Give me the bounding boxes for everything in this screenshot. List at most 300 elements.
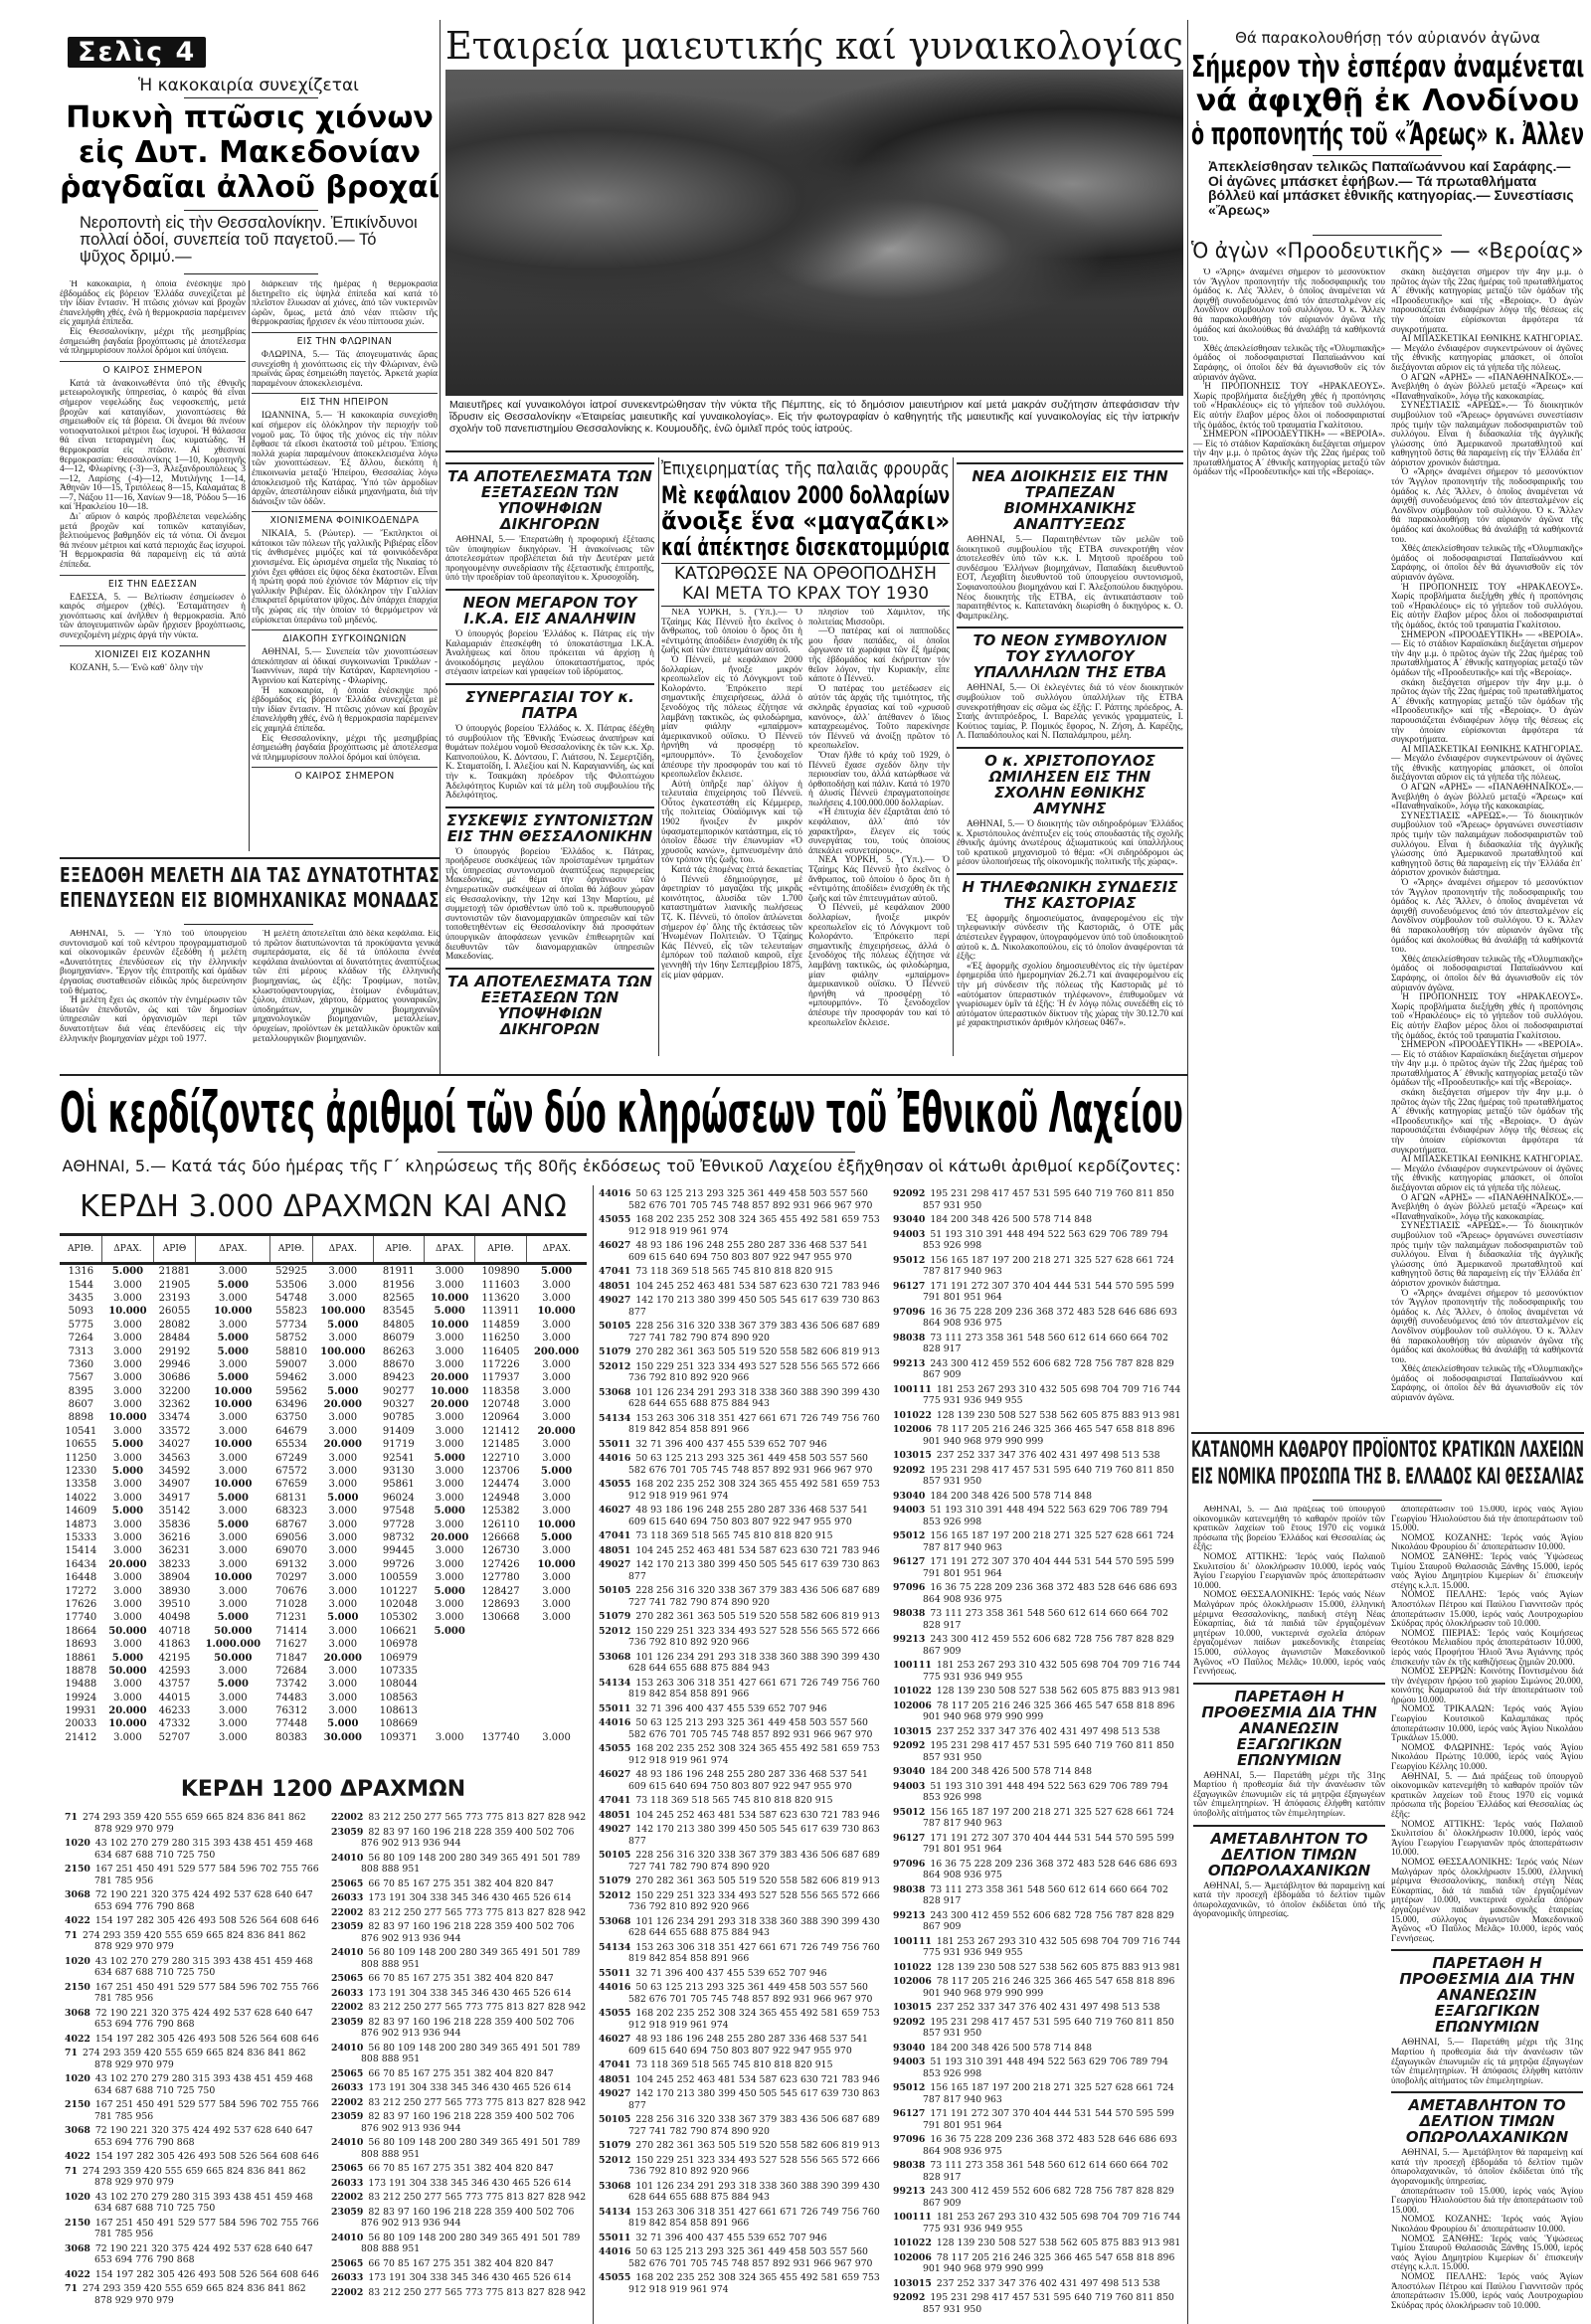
ticket-number: 17740 [65, 1612, 97, 1624]
ticket-number: 33572 [158, 1425, 191, 1437]
story-paragraph: ΣΗΜΕΡΟΝ «ΠΡΟΟΔΕΥΤΙΚΗ» — «ΒΕΡΟΙΑ».— Εἰς τό στάδιον Καραϊσκάκη διεξάγεται σήμερον τὴν 4ην μ.μ. ὁ πρῶτος ἀγὼν τῆς 22ας ἡμέρας τοῦ πρωταθλήματος Α΄ ἐθνικῆς κατηγορίας μεταξύ τῶν ὁμάδων τῆς «Προοδευτικῆς» καί τῆς «Βεροίας». [1391, 1040, 1583, 1089]
column-header: ΔΡΑΧ. [196, 1235, 270, 1264]
prize-amount: 3.000 [435, 1519, 464, 1530]
ticket-number: 117226 [481, 1358, 520, 1370]
table-row [60, 1385, 587, 1398]
prize-amount: 3.000 [435, 1345, 464, 1357]
prize-amount: 3.000 [328, 1466, 358, 1478]
table-row [60, 1598, 587, 1611]
ticket-number: 72684 [275, 1665, 307, 1677]
prize-list-entry [65, 2008, 321, 2031]
story-paragraph: ΝΟΜΟΣ ΑΤΤΙΚΗΣ: Ἱερός ναός Παλαιοῦ Σκυλιτσίου δι᾽ ὁλοκλήρωσιν 10.000, ἱερός ναός Ἁγίου Γεωργίου Γεωργιανῶν πρός ἀποπεράτωσιν 10.000. [1391, 1819, 1583, 1859]
prize-amount: 3.000 [328, 1506, 358, 1518]
prize-amount: 10.000 [108, 1306, 147, 1318]
prize-list-entry [893, 1962, 1183, 1974]
ticket-number: 70676 [275, 1585, 307, 1597]
winning-endings: 43 102 270 279 280 315 393 438 451 459 468 634 687 688 710 725 750 [94, 1955, 313, 1978]
ticket-number: 97728 [382, 1519, 415, 1530]
ticket-number: 100559 [379, 1572, 418, 1584]
prize-list-entry [599, 1545, 885, 1557]
prize-amount: 3.000 [113, 1452, 142, 1464]
ticket-series: 48051 [599, 1809, 631, 1821]
ticket-number: 86079 [382, 1333, 415, 1344]
prize-amount: 3.000 [542, 1319, 571, 1331]
ticket-series: 1020 [65, 1838, 90, 1849]
winning-endings: 78 117 205 216 246 325 366 465 547 658 818 896 901 940 968 979 990 999 [923, 1699, 1175, 1722]
ticket-number: 71627 [275, 1639, 307, 1651]
column-header: ΔΡΑΧ. [526, 1235, 587, 1264]
ticket-series: 23059 [331, 2206, 364, 2218]
prize-amount: 3.000 [328, 1545, 358, 1557]
ticket-series: 98038 [893, 1883, 926, 1895]
ticket-number: 69132 [275, 1558, 307, 1570]
winning-endings: 51 193 310 391 448 494 522 563 629 706 789 794 853 926 998 [923, 1228, 1168, 1251]
ticket-number: 126110 [481, 1519, 520, 1530]
ticket-series: 103015 [893, 1450, 932, 1461]
prize-list-entry [65, 1930, 321, 1953]
prize-amount: 3.000 [218, 1466, 248, 1478]
prize-amount: 10.000 [431, 1292, 469, 1304]
prize-amount: 5.000 [217, 1345, 249, 1357]
prize-list-entry [331, 2111, 588, 2134]
table-row [60, 1358, 587, 1371]
ticket-number: 44015 [158, 1692, 191, 1703]
prize-list-entry [599, 2272, 885, 2295]
prize-amount: 5.000 [111, 1506, 144, 1518]
column-header: ΑΡΙΘ [153, 1235, 196, 1264]
winning-endings: 228 256 316 320 338 367 379 383 436 506 687 689 727 741 782 790 874 890 920 [628, 1850, 880, 1873]
table-row [60, 1344, 587, 1357]
story-paragraph: ἀποπεράτωσιν τοῦ 15.000, ἱερός ναός Ἁγίου Γεωργίου Ἡλιολούστου διά τὴν ἀποπεράτωσιν τοῦ 15.000. [1391, 1506, 1583, 1534]
ticket-number: 58752 [275, 1333, 307, 1344]
prize-amount [424, 1665, 474, 1678]
prize-list-entry [893, 2082, 1183, 2105]
story-paragraph: ΝΟΜΟΣ ΘΕΣΣΑΛΟΝΙΚΗΣ: Ἱερός ναός Νέων Μαλγάρων πρός ὁλοκλήρωσιν 15.000, ἑλληνική μέριμνα Θεσσαλονίκης, παιδική στέγη Νέας Εὐκαρπίας, διά τά παιδιά τῶν ἐργαζομένων μητέρων 10.000, νυκτερινά σχολεῖα ἀπόρων ἐργαζομένων παίδων μακεδονικῆς ἑταιρείας 15.000, σύλλογος ἀγωνιστῶν Μακεδονικοῦ Ἀγῶνος «Ὁ Παῦλος Μελᾶς» 10.000, ἱερός ναός Γεννήσεως. [1391, 1857, 1583, 1944]
ticket-series: 23059 [331, 1921, 364, 1932]
ticket-series: 26033 [331, 1892, 364, 1903]
ticket-series: 44016 [599, 1717, 631, 1728]
winning-endings: 73 111 273 358 361 548 560 612 614 660 664 702 828 917 [923, 2160, 1168, 2183]
table-row [60, 1505, 587, 1518]
ticket-number: 82565 [382, 1292, 415, 1304]
winning-endings: 32 71 396 400 437 455 539 652 707 946 [635, 1702, 827, 1714]
ticket-series: 45055 [599, 1743, 631, 1754]
winning-endings: 173 191 304 338 345 346 430 465 526 614 [368, 1987, 572, 1999]
ticket-number: 54748 [275, 1292, 307, 1304]
winning-endings: 73 111 273 358 361 548 560 612 614 660 664 702 828 917 [923, 1608, 1168, 1631]
ticket-series: 22002 [331, 1906, 364, 1918]
winning-endings: 101 126 234 291 293 318 338 360 388 390 399 430 628 644 655 688 875 884 943 [628, 1915, 880, 1938]
prize-amount: 3.000 [542, 1506, 571, 1518]
ticket-number: 109890 [481, 1266, 520, 1278]
ticket-number: 40498 [158, 1612, 191, 1624]
headline-line: εἰς Δυτ. Μακεδονίαν [79, 135, 421, 170]
story-paragraph: ΝΙΚΑΙΑ, 5. (Ρώυτερ). — Ἔκπληκτοι οἱ κάτοικοι τῶν πόλεων τῆς γαλλικῆς Ριβιέρας εἶδον τίς ἀνθισμένες μιμόζες καί τά φοινικόδενδρα χιονισμένα. Εἰς ὡρισμένα σημεῖα τῆς Νικαίας τό χιόνι ἔχει φθάσει εἰς ὕψος δέκα ἑκατοστῶν. Εἶναι ἡ πρώτη φορά πού ἐχιόνισε τόν Μάρτιον εἰς τὴν γαλλικήν Ριβιέραν. Εἰς ὁλόκληρον τὴν Γαλλίαν ἐπικρατεῖ δριμύτατον ψῦχος. Δέν ὑπάρχει ἐπαρχία τῆς χώρας εἰς τὴν ὁποίαν τό θερμόμετρον νά εὑρίσκεται ὑπεράνω τοῦ μηδενός. [252, 529, 438, 626]
prize-list-entry [599, 1413, 885, 1436]
prize-amount: 10.000 [214, 1439, 253, 1451]
ticket-series: 46027 [599, 1505, 631, 1516]
ticket-number: 76312 [275, 1705, 307, 1717]
prize-amount [526, 1651, 587, 1664]
ticket-series: 2150 [65, 1981, 90, 1993]
winning-endings: 150 229 251 323 334 493 527 528 556 565 572 666 736 792 810 892 920 966 [628, 2154, 880, 2177]
story-paragraph: ΝΟΜΟΣ ΣΕΡΡΩΝ: Κοινότης Ποντισμένου διά τὴν ἀνέγερσιν ἡρῴου τοῦ χωρίου Σιμώνος 20.000, κοινότης Καμαρωτοῦ διά τὴν ἀποπεράτωσιν τοῦ ἡρῴου 10.000. [1391, 1667, 1583, 1705]
ticket-number: 96024 [382, 1492, 415, 1504]
winning-endings: 50 63 125 213 293 325 361 449 458 503 557 560 582 676 701 705 745 748 857 892 931 966 967 970 [628, 1982, 873, 2005]
ticket-series: 101022 [893, 2237, 932, 2248]
prize-list-entry [599, 1346, 885, 1358]
table-row [60, 1571, 587, 1584]
table-row [60, 1478, 587, 1491]
prize-list-entry [331, 2272, 588, 2284]
story-paragraph: Ὁ ὑπουργός βορείου Ἑλλάδος κ. Χ. Πάτρας ἐδέχθη τό συμβούλιον τῆς Ἐθνικῆς Ἑνώσεως ἀναπήρων καί θυμάτων πολέμου νομοῦ Θεσσαλονίκης ἐκ τῶν κ.κ. Χρ. Καπνοπούλου, Κ. Δόντσου, Γ. Λιάτσου, Ν. Σεμερτζίδη, Κ. Σταματοΐδη, Ι. Ἀλεξίου καί Ν. Καραγιαννίδη, ὡς καί τὴν κ. Τσακμάκη πρόεδρον τῆς Φιλοπτώχου Ἀδελφότητος Κυριῶν καί τά μέλη τοῦ συμβουλίου τῆς Ἀδελφότητος. [445, 723, 654, 802]
story-paragraph: ΝΟΜΟΣ ΠΕΛΛΗΣ: Ἱερός ναός Ἁγίων Ἀποστόλων Πέτρου καί Παύλου Γιαννιτσῶν πρός ἀποπεράτωσιν 15.000, ἱερός ναός Λουτροχωρίου Σκύδρας πρός ὁλοκλήρωσιν τοῦ 10.000. [1391, 2272, 1583, 2311]
story-paragraph: Ὁ ὑπουργός βορείου Ἑλλάδος κ. Πάτρας, προήδρευσε συσκέψεως τῶν προϊσταμένων τμημάτων τῆς ὑπηρεσίας συντονισμοῦ ἀναπτύξεως περιφερείας Μακεδονίας, μέ θέμα τὴν ὀργάνωσιν τῶν ἐνημερωτικῶν συσκέψεων αἱ ὁποῖαι θά λάβουν χώραν εἰς Θεσσαλονίκην, τὴν 12ην καί 13ην Μαρτίου, μέ συμμετοχή τῶν ὁρισθέντων ὑπό τοῦ κ. πρωθυπουργοῦ συντονιστῶν τῶν διανομαρχιακῶν ὑπηρεσιῶν καί τῶν τοποθετηθέντων εἰς Θεσσαλονίκην διά προσφάτων ὑπουργικῶν ἀποφάσεων γενικῶν ἐπιθεωρητῶν καί διευθυντῶν τῶν διανομαρχιακῶν ὑπηρεσιῶν Μακεδονίας. [445, 846, 654, 963]
prize-amount: 3.000 [328, 1479, 358, 1491]
ticket-number: 34592 [158, 1466, 191, 1478]
prize-list-entry [599, 1611, 885, 1623]
prize-amount: 3.000 [328, 1679, 358, 1691]
winning-endings: 66 70 85 167 275 351 382 404 820 847 [368, 2257, 554, 2269]
prize-amount: 3.000 [218, 1292, 248, 1304]
story-paragraph: Ἡ ΠΡΟΠΟΝΗΣΙΣ ΤΟΥ «ΗΡΑΚΛΕΟΥΣ». Χωρίς προβλήματα διεξήχθη χθές ἡ προπόνησις τοῦ «Ἡρακλέους» εἰς τό γήπεδον τοῦ συλλόγου. Εἰς αὐτήν ἔλαβον μέρος ὅλοι οἱ ποδοσφαιρισταί τῆς ὁμάδος, ἐκτός τοῦ τραυματία Γκαλίτσιου. [1391, 992, 1583, 1041]
prize-amount: 3.000 [218, 1358, 248, 1370]
winning-endings: 156 165 187 197 200 218 271 325 527 628 661 724 787 817 940 963 [923, 1806, 1174, 1829]
weather-kicker: Ἡ κακοκαιρία συνεχίζεται [138, 76, 359, 95]
prize-list-entry [893, 2212, 1183, 2235]
prize-list-entry [331, 2192, 588, 2204]
prize-amount: 3.000 [542, 1399, 571, 1411]
ticket-number: 64679 [275, 1425, 307, 1437]
prize-list-entry [599, 1214, 885, 1237]
prize-list-entry [599, 1743, 885, 1766]
ticket-series: 71 [65, 2165, 78, 2177]
prize-amount: 3.000 [113, 1358, 142, 1370]
prize-list-entry [893, 1384, 1183, 1407]
story-paragraph: ΚΟΖΑΝΗ, 5.— Ἐνῶ καθ᾽ ὅλην τὴν [70, 662, 204, 673]
study-body [60, 930, 440, 1071]
ticket-series: 55011 [599, 1438, 631, 1450]
ticket-number: 68767 [275, 1519, 307, 1530]
ticket-number: 20033 [65, 1718, 97, 1730]
winning-endings: 43 102 270 279 280 315 393 438 451 459 468 634 687 688 710 725 750 [94, 1838, 313, 1861]
ticket-series: 55011 [599, 1702, 631, 1714]
prize-amount: 3.000 [113, 1333, 142, 1344]
prize-amount: 3.000 [218, 1718, 248, 1730]
ticket-series: 96127 [893, 1556, 926, 1567]
winning-endings: 270 282 361 363 505 519 520 558 582 606 819 913 [635, 1876, 880, 1886]
story-paragraph: «Ἐξ ἀφορμῆς σχολίου δημοσιευθέντος εἰς τὴν ὑμετέραν ἐφημερίδα ὑπό ἡμερομηνίαν 26.2.71 καί ἀναφερομένου εἰς τὴν μή σύνδεσιν τῆς πόλεως τῆς Καστοριᾶς μέ τό «αὐτόματον ὑπεραστικόν τηλέφωνον», ἐπιθυμοῦμεν νά γνωρίσωμεν ὑμῖν τά ἑξῆς: Ἡ ἐν λόγῳ πόλις συνεδέθη εἰς τό αὐτόματον ὑπεραστικόν δίκτυον τῆς χώρας τὴν 30.12.70 καί μέ χαρακτηριστικόν ἀριθμόν κλήσεως 0467». [957, 961, 1183, 1029]
prize-amount [526, 1717, 587, 1730]
winning-endings: 73 111 273 358 361 548 560 612 614 660 664 702 828 917 [923, 1883, 1168, 1906]
ticket-series: 23059 [331, 2016, 364, 2028]
prize-amount: 3.000 [113, 1532, 142, 1543]
ticket-series: 102006 [893, 1699, 932, 1711]
table-row [60, 1438, 587, 1451]
ticket-number: 36216 [158, 1532, 191, 1543]
ticket-number: 17626 [65, 1598, 97, 1610]
winning-endings: 167 251 450 491 529 577 584 596 702 755 766 781 785 956 [94, 1981, 319, 2004]
subhead-line: ΚΑΤΩΡΘΩΣΕ ΝΑ ΟΡΘΟΠΟΔΗΣΗ [674, 564, 937, 584]
ticket-number: 88670 [382, 1358, 415, 1370]
story-paragraph: Ὁ «Ἄρης» ἀναμένει σήμερον τό μεσονύκτιον τόν Ἄγγλον προπονητήν τῆς ποδοσφαιρικῆς του ὁμάδος κ. Λές Ἄλλεν, ὁ ὁποῖος ἀναμένεται νά ἀφιχθῇ συνοδευόμενος ἀπό τόν ἀπεσταλμένον εἰς Λονδῖνον σύμβουλον τοῦ συλλόγου. Ὁ κ. Ἄλλεν θά παρακολουθήσῃ τόν αὐριανόν ἀγῶνα τῆς ὁμάδος καί ἀκολούθως θά ἀναλάβῃ τά καθήκοντά του. [1391, 467, 1583, 545]
winning-endings: 168 202 235 252 308 324 365 455 492 581 659 753 912 918 919 961 974 [628, 1214, 880, 1237]
prize-amount: 3.000 [435, 1358, 464, 1370]
prize-amount: 5.000 [217, 1492, 249, 1504]
prize-list-entry [65, 2099, 321, 2122]
ticket-number: 126668 [481, 1532, 520, 1543]
story-paragraph: Ὁ πατέρας του μετέδωσεν εἰς αὐτόν τάς ἀρχάς τῆς τιμιότητος, τῆς σκληρᾶς ἐργασίας καί τοῦ «χρυσοῦ κανόνος», ἀλλ᾽ ἀπέθανεν ὁ ἴδιος καταχρεωμένος. Τοῦτο παρεκίνησε τόν Πέννεϋ νά ἀνοίξῃ πρῶτον τό κρεοπωλεῖον. [808, 683, 950, 752]
lottery-share-column-1 [1193, 1506, 1385, 2319]
column-a-stories [445, 457, 654, 1056]
prize-amount: 3.000 [328, 1333, 358, 1344]
ticket-series: 45055 [599, 1214, 631, 1225]
ticket-series: 100111 [893, 1660, 932, 1671]
sports-column-1 [1193, 268, 1385, 1428]
ticket-series: 24010 [331, 2232, 364, 2243]
prize-amount: 5.000 [434, 1306, 465, 1318]
prize-amount: 3.000 [218, 1705, 248, 1717]
winning-endings: 50 63 125 213 293 325 361 449 458 503 557 560 582 676 701 705 745 748 857 892 931 966 967 970 [628, 1188, 873, 1211]
ticket-number: 67659 [275, 1479, 307, 1491]
prize-amount: 3.000 [542, 1292, 571, 1304]
prize-amount: 5.000 [540, 1266, 573, 1278]
story-paragraph: Ἡ μελέτη ἀποτελεῖται ἀπό δέκα κεφάλαια. Εἰς τό πρῶτον διατυπώνονται τά προκύψαντα γενικά συμπεράσματα, εἰς δέ τά ὑπόλοιπα ἐννέα κεφάλαια ἀναλύονται αἱ δυνατότητες ἀναπτύξεως τῶν ἐπί μέρους κλάδων τῆς ἑλληνικῆς βιομηχανίας, ὡς ἑξῆς: Τροφίμων, ποτῶν, κλωστοϋφαντουργίας, ἑτοίμων ἐνδυμάτων, ξύλου, ἐπίπλων, χάρτου, δέρματος γουναρικῶν, ὑποδημάτων, χημικῶν βιομηχανιῶν μηχανολογικῶν βιομηχανιῶν, μεταλλείων, ὀρυχείων, προϊόντων ἐκ μεταλλικῶν ὀρυκτῶν καί μεταλλουργικῶν βιομηχανιῶν. [253, 930, 440, 1044]
column-header: ΔΡΑΧ. [424, 1235, 474, 1264]
winning-endings: 73 118 369 518 565 745 810 818 820 915 [635, 1530, 833, 1541]
prize-amount: 10.000 [214, 1479, 253, 1491]
story-paragraph: ΝΟΜΟΣ ΠΙΕΡΙΑΣ: Ἱερός ναός Κοιμήσεως Θεοτόκου Μελιαδίου πρός ἀποπεράτωσιν 10.000, ἱερός ναός Προφήτου Ἡλιοῦ Ἄνω Ἀγιάννης πρός ἐπισκευήν τῶν ἐκ τῆς καθιζήσεως ζημιῶν 20.000. [1391, 1628, 1583, 1668]
headline-line: καί ἀπέκτησε δισεκατομμύρια [661, 533, 950, 561]
column-header: ΔΡΑΧ. [102, 1235, 153, 1264]
ticket-number: 16448 [65, 1572, 97, 1584]
prize-list-entry [599, 2233, 885, 2244]
winning-endings: 184 200 348 426 500 578 714 848 [930, 1766, 1093, 1777]
prize-amount: 3.000 [435, 1425, 464, 1437]
prize-list-entry [893, 1530, 1183, 1553]
prize-amount: 3.000 [542, 1492, 571, 1504]
prize-amount: 3.000 [218, 1319, 248, 1331]
ticket-number: 28082 [158, 1319, 191, 1331]
winning-endings: 156 165 187 197 200 218 271 325 527 628 661 724 787 817 940 963 [923, 1254, 1174, 1277]
column-header: ΑΡΙΘ. [270, 1235, 313, 1264]
ticket-series: 49027 [599, 2088, 631, 2099]
prize-amount: 3.000 [542, 1412, 571, 1424]
prize-amount: 20.000 [108, 1558, 147, 1570]
ticket-number: 99445 [382, 1545, 415, 1557]
story-paragraph: ΑΙ ΜΠΑΣΚΕΤΙΚΑΙ ΕΘΝΙΚΗΣ ΚΑΤΗΓΟΡΙΑΣ.— Μεγάλο ἐνδιαφέρον συγκεντρώνουν οἱ ἀγῶνες τῆς ἐθνικῆς κατηγορίας μπάσκετ, οἱ ὁποῖοι διεξάγονται αὔριον εἰς τά γήπεδα τῆς πόλεως. [1391, 744, 1583, 784]
table-row [60, 1518, 587, 1530]
prize-list-entry [599, 1626, 885, 1649]
prize-amount: 3.000 [328, 1279, 358, 1291]
ticket-number: 124948 [481, 1492, 520, 1504]
prize-amount: 3.000 [218, 1412, 248, 1424]
winning-endings: 237 252 337 347 376 402 431 497 498 513 538 [936, 2277, 1160, 2289]
ticket-number: 36231 [158, 1545, 191, 1557]
prize-amount: 3.000 [113, 1519, 142, 1530]
prize-amount: 5.000 [111, 1266, 144, 1278]
winning-endings: 168 202 235 252 308 324 365 455 492 581 659 753 912 918 919 961 974 [628, 2272, 880, 2295]
prize-amount [424, 1704, 474, 1717]
prize-list-entry [893, 2043, 1183, 2055]
prize-amount: 3.000 [435, 1545, 464, 1557]
winning-endings: 104 245 252 463 481 534 587 623 630 721 783 946 [635, 1809, 880, 1821]
prize-list-entry [331, 2287, 588, 2299]
ticket-number: 14609 [65, 1506, 97, 1518]
prize-list-entry [331, 1973, 588, 1985]
prize-amount: 20.000 [431, 1399, 469, 1411]
ticket-number: 108669 [379, 1718, 418, 1730]
winning-endings: 154 197 282 305 426 493 508 526 564 608 646 [94, 2268, 319, 2280]
story-paragraph: ΑΘΗΝΑΙ, 5.— Παρετάθη μέχρι τῆς 31ης Μαρτίου ἡ προθεσμία διά τὴν ἀνανέωσιν τῶν ἐξαγωγικῶν ἐπωνυμιῶν εἰς τά μητρῷα ἐξαγωγέων τῶν ἐπιμελητηρίων. Ἡ ἀπόφασις ἐλήφθη κατόπιν ὑποβολῆς αἰτήματος τῶν ἐπιμελητηρίων. [1193, 1770, 1385, 1820]
winning-endings: 50 63 125 213 293 325 361 449 458 503 557 560 582 676 701 705 745 748 857 892 931 966 967 970 [628, 1453, 873, 1476]
ticket-number: 19931 [65, 1705, 97, 1717]
prize-list-entry [65, 2166, 321, 2189]
prize-list-entry [599, 1678, 885, 1700]
winning-endings: 167 251 450 491 529 577 584 596 702 755 766 781 785 956 [94, 1864, 319, 1886]
prize-amount: 3.000 [328, 1598, 358, 1610]
sports-deck: Ἀπεκλείσθησαν τελικῶς Παπαϊωάννου καί Σαράφης.— Οἱ ἀγῶνες μπάσκετ ἐφήβων.— Τά πρωταθλήματα βόλλεϋ καί μπάσκετ ἐθνικῆς κατηγορίας.— Συνεστίασις «Ἄρεως» [1208, 159, 1574, 218]
winning-endings: 78 117 205 216 246 325 366 465 547 658 818 896 901 940 968 979 990 999 [923, 1424, 1175, 1447]
winning-endings: 56 80 109 148 200 280 349 365 491 501 789 808 888 951 [361, 1947, 581, 1970]
prize-list-entry [331, 1892, 588, 1904]
ticket-number: 59562 [275, 1385, 307, 1397]
story-paragraph: ΣΥΝΕΣΤΙΑΣΙΣ «ΑΡΕΩΣ».— Τό διοικητικόν συμβούλιον τοῦ «Ἄρεως» ὀργανώνει συνεστίασιν πρός τιμήν τῶν παλαιμάχων ποδοσφαιριστῶν τοῦ συλλόγου. Εἶναι ἡ διδασκαλία τῆς ἀγγλικῆς γλώσσης ὑπό Ἀμερικανοῦ πρωταθλητοῦ καί καθηγητοῦ ὅστις θά παραμείνῃ εἰς τὴν Ἑλλάδα ἐπ᾽ ἀόριστον χρονικόν διάστημα. [1391, 1221, 1583, 1289]
story-paragraph: ΑΘΗΝΑΙ, 5.— Οἱ ἐκλεγέντες διά τό νέον διοικητικόν συμβούλιον τοῦ συλλόγου ὑπαλλήλων τῆς ΕΤΒΑ συνεκροτήθησαν εἰς σῶμα ὡς ἑξῆς: Γ. Ράπτης πρόεδρος, Α. Σταής ἀντιπρόεδρος, Ι. Βαρελάς γενικός γραμματεύς, Ι. Κούτιος ταμίας, Ρ. Πομικός ἔφορος, Ν. Ζήση, Δ. Καρέζης, Λ. Παπαδόπουλος καί Ν. Παπαλάμπρου, μέλη. [957, 683, 1183, 742]
ticket-series: 71 [65, 1812, 78, 1823]
ticket-series: 44016 [599, 1453, 631, 1464]
story-paragraph: ΝΟΜΟΣ ΞΑΝΘΗΣ: Ἱερός ναός Ὑψώσεως Τιμίου Σταυροῦ Θαλασσιᾶς Ξάνθης 15.000, ἱερός ναός Ἁγίου Δημητρίου Κιμερίων δι᾽ ἐπισκευήν στέγης κ.λ.π. 15.000. [1391, 1551, 1583, 1591]
ticket-number: 71847 [275, 1652, 307, 1664]
ticket-series: 102006 [893, 1424, 932, 1435]
prize-list-entry [331, 2233, 588, 2255]
ticket-number: 28484 [158, 1333, 191, 1344]
winning-endings: 237 252 337 347 376 402 431 497 498 513 538 [936, 1450, 1160, 1461]
ticket-number: 46233 [158, 1705, 191, 1717]
ticket-number: 130668 [481, 1612, 520, 1624]
prize-list-entry [65, 1915, 321, 1927]
winning-endings: 83 212 250 277 565 773 775 813 827 828 942 [368, 2002, 587, 2013]
story-headline: ΤΟ ΝΕΟΝ ΣΥΜΒΟΥΛΙΟΝ ΤΟΥ ΣΥΛΛΟΓΟΥ ΥΠΑΛΛΗΛΩΝ ΤΗΣ ΕΤΒΑ [957, 626, 1183, 680]
prize-amount: 3.000 [542, 1439, 571, 1451]
winning-endings: 83 212 250 277 565 773 775 813 827 828 942 [368, 2096, 587, 2108]
obstetrics-title: Εταιρεία μαιευτικής καί γυναικολογίας [445, 24, 1183, 68]
prize-list-entry [599, 1240, 885, 1263]
ticket-series: 22002 [331, 2096, 364, 2108]
prize-list-entry [65, 1864, 321, 1886]
prize-list-entry [893, 2252, 1183, 2275]
prize-list-entry [599, 2207, 885, 2230]
winning-endings: 83 212 250 277 565 773 775 813 827 828 942 [368, 1906, 587, 1918]
ticket-series: 97096 [893, 1306, 926, 1318]
ticket-number: 7360 [68, 1358, 94, 1370]
ticket-number: 10655 [65, 1439, 97, 1451]
ticket-number: 107335 [379, 1665, 418, 1677]
story-headline: Ο κ. ΧΡΙΣΤΟΠΟΥΛΟΣ ΩΜΙΛΗΣΕΝ ΕΙΣ ΤΗΝ ΣΧΟΛΗΝ ΕΘΝΙΚΗΣ ΑΜΥΝΗΣ [957, 747, 1183, 816]
ticket-series: 1020 [65, 2073, 90, 2084]
study-column-1 [60, 930, 247, 1071]
winning-endings: 274 293 359 420 555 659 665 824 836 841 862 878 929 970 979 [82, 2165, 306, 2188]
ticket-number: 68131 [275, 1492, 307, 1504]
prize-list-entry [893, 2292, 1183, 2315]
prize-list-entry [331, 1827, 588, 1850]
prize-amount [424, 1638, 474, 1651]
story-paragraph: ΝΕΑ ΥΟΡΚΗ, 5. (Ὑπ.).— Ὁ Τζαίημς Κάς Πέννεϋ ἦτο ἐκεῖνος ὁ ἄνθρωπος, τοῦ ὁποίου ὁ ὅρος ὅτι ἡ «ἐντιμότης ἀποδίδει» ἐνισχύθη ἐκ τῆς ζωῆς καί τῶν ἐπιτευγμάτων αὐτοῦ. [808, 855, 950, 904]
ticket-number: 5093 [68, 1306, 94, 1318]
ticket-number: 1544 [68, 1279, 94, 1291]
prize-amount: 3.000 [113, 1292, 142, 1304]
prize-amount: 20.000 [323, 1439, 362, 1451]
prize-amount: 3.000 [113, 1492, 142, 1504]
story-paragraph: Χθές ἀπεκλείσθησαν τελικῶς τῆς «Ὀλυμπιακῆς» ὁμάδος οἱ ποδοσφαιρισταί Παπαϊωάννου καί Σαράφης, οἱ ὁποῖοι δέν θά ἀγωνισθοῦν εἰς τόν αὐριανόν ἀγῶνα. [1391, 954, 1583, 993]
prize-amount: 5.000 [434, 1625, 465, 1637]
headline-line: ΕΞΕΔΟΘΗ ΜΕΛΕΤΗ ΔΙΑ ΤΑΣ ΔΥΝΑΤΟΤΗΤΑΣ [60, 863, 441, 887]
prize-amount: 5.000 [327, 1319, 359, 1331]
winning-endings: 270 282 361 363 505 519 520 558 582 606 819 913 [635, 1611, 880, 1622]
ticket-number: 18878 [65, 1665, 97, 1677]
ticket-series: 26033 [331, 1987, 364, 1999]
prize-list-entry [893, 2134, 1183, 2157]
winning-endings: 228 256 316 320 338 367 379 383 436 506 687 689 727 741 782 790 874 890 920 [628, 2114, 880, 2137]
ticket-number: 126730 [481, 1545, 520, 1557]
prize-list-entry [893, 1910, 1183, 1933]
prize-amount: 3.000 [328, 1705, 358, 1717]
prize-amount [424, 1651, 474, 1664]
headline-line: ὁ προπονητής τοῦ «Ἄρεως» κ. Ἀλλεν [1191, 117, 1584, 152]
winning-endings: 56 80 109 148 200 280 349 365 491 501 789 808 888 951 [361, 2042, 581, 2064]
table-row [60, 1717, 587, 1730]
winning-endings: 101 126 234 291 293 318 338 360 388 390 399 430 628 644 655 688 875 884 943 [628, 1386, 880, 1409]
winning-endings: 101 126 234 291 293 318 338 360 388 390 399 430 628 644 655 688 875 884 943 [628, 2180, 880, 2203]
winning-endings: 48 93 186 196 248 255 280 287 336 468 537 541 609 615 640 694 750 803 807 922 947 955 970 [628, 1505, 868, 1527]
ticket-series: 99213 [893, 1634, 926, 1645]
prize-amount: 5.000 [217, 1519, 249, 1530]
prize-amount: 3.000 [435, 1492, 464, 1504]
winning-endings: 153 263 306 318 351 427 661 671 726 749 756 760 819 842 854 858 891 966 [628, 1677, 880, 1699]
winning-endings: 142 170 213 380 399 450 505 545 617 639 730 863 877 [628, 2088, 880, 2111]
prize-list-entry [599, 2088, 885, 2111]
ticket-number: 34027 [158, 1439, 191, 1451]
ticket-series: 96127 [893, 2108, 926, 2119]
winning-endings: 66 70 85 167 275 351 382 404 820 847 [368, 1877, 554, 1889]
story-paragraph: Εἰς Θεσσαλονίκην, μέχρι τῆς μεσημβρίας ἐσημειώθη ῥαγδαία βροχόπτωσις μὲ ἀποτέλεσμα νά πλημμυρίσουν πολλοί δρόμοι καί ὑπόγεια. [252, 733, 438, 763]
ticket-number: 108563 [379, 1692, 418, 1703]
story-paragraph: σκάκη διεξάγεται σήμερον τὴν 4ην μ.μ. ὁ πρῶτος ἀγὼν τῆς 22ας ἡμέρας τοῦ πρωταθλήματος Α΄ ἐθνικῆς κατηγορίας μεταξύ τῶν ὁμάδων τῆς «Προοδευτικῆς» καί τῆς «Βεροίας». Ὁ ἀγὼν παρουσιάζεται ἐνδιαφέρων λόγῳ τῆς θέσεως εἰς τὴν ὁποίαν εὑρίσκονται ἀμφότερα τά συγκροτήματα. [1391, 1088, 1583, 1156]
winning-endings: 16 36 75 228 209 236 368 372 483 528 646 686 693 864 908 936 975 [923, 1582, 1177, 1605]
ticket-number: 40718 [158, 1625, 191, 1637]
winning-endings: 128 139 230 508 527 538 562 605 875 883 913 981 [936, 1686, 1181, 1697]
prize-list-entry [599, 2181, 885, 2204]
table-row [60, 1425, 587, 1438]
prize-list-entry [599, 1850, 885, 1873]
ticket-number: 11250 [65, 1452, 97, 1464]
prize-amount: 3.000 [113, 1585, 142, 1597]
ticket-number: 8607 [68, 1399, 94, 1411]
winning-endings: 128 139 230 508 527 538 562 605 875 883 913 981 [936, 1961, 1181, 1973]
story-paragraph: Ο ΑΓΩΝ «ΑΡΗΣ» — «ΠΑΝΑΘΗΝΑΪΚΟΣ».— Ἀνεβλήθη ὁ ἀγὼν βόλλεϋ μεταξύ «Ἄρεως» καί «Παναθηναϊκοῦ», λόγῳ τῆς κακοκαιρίας. [1391, 783, 1583, 812]
ticket-series: 97096 [893, 1858, 926, 1870]
winning-endings: 173 191 304 338 345 346 430 465 526 614 [368, 1892, 572, 1903]
ticket-number: 17272 [65, 1585, 97, 1597]
lottery-table-title: ΚΕΡΔΗ 3.000 ΔΡΑΧΜΩΝ ΚΑΙ ΑΝΩ [80, 1189, 567, 1224]
prize-list-entry [331, 1921, 588, 1944]
prize-amount: 3.000 [435, 1333, 464, 1344]
section-logo [68, 36, 257, 72]
ticket-series: 103015 [893, 2002, 932, 2013]
prize-list-entry [599, 1890, 885, 1913]
prize-amount: 10.000 [214, 1306, 253, 1318]
prize-amount: 3.000 [218, 1692, 248, 1703]
